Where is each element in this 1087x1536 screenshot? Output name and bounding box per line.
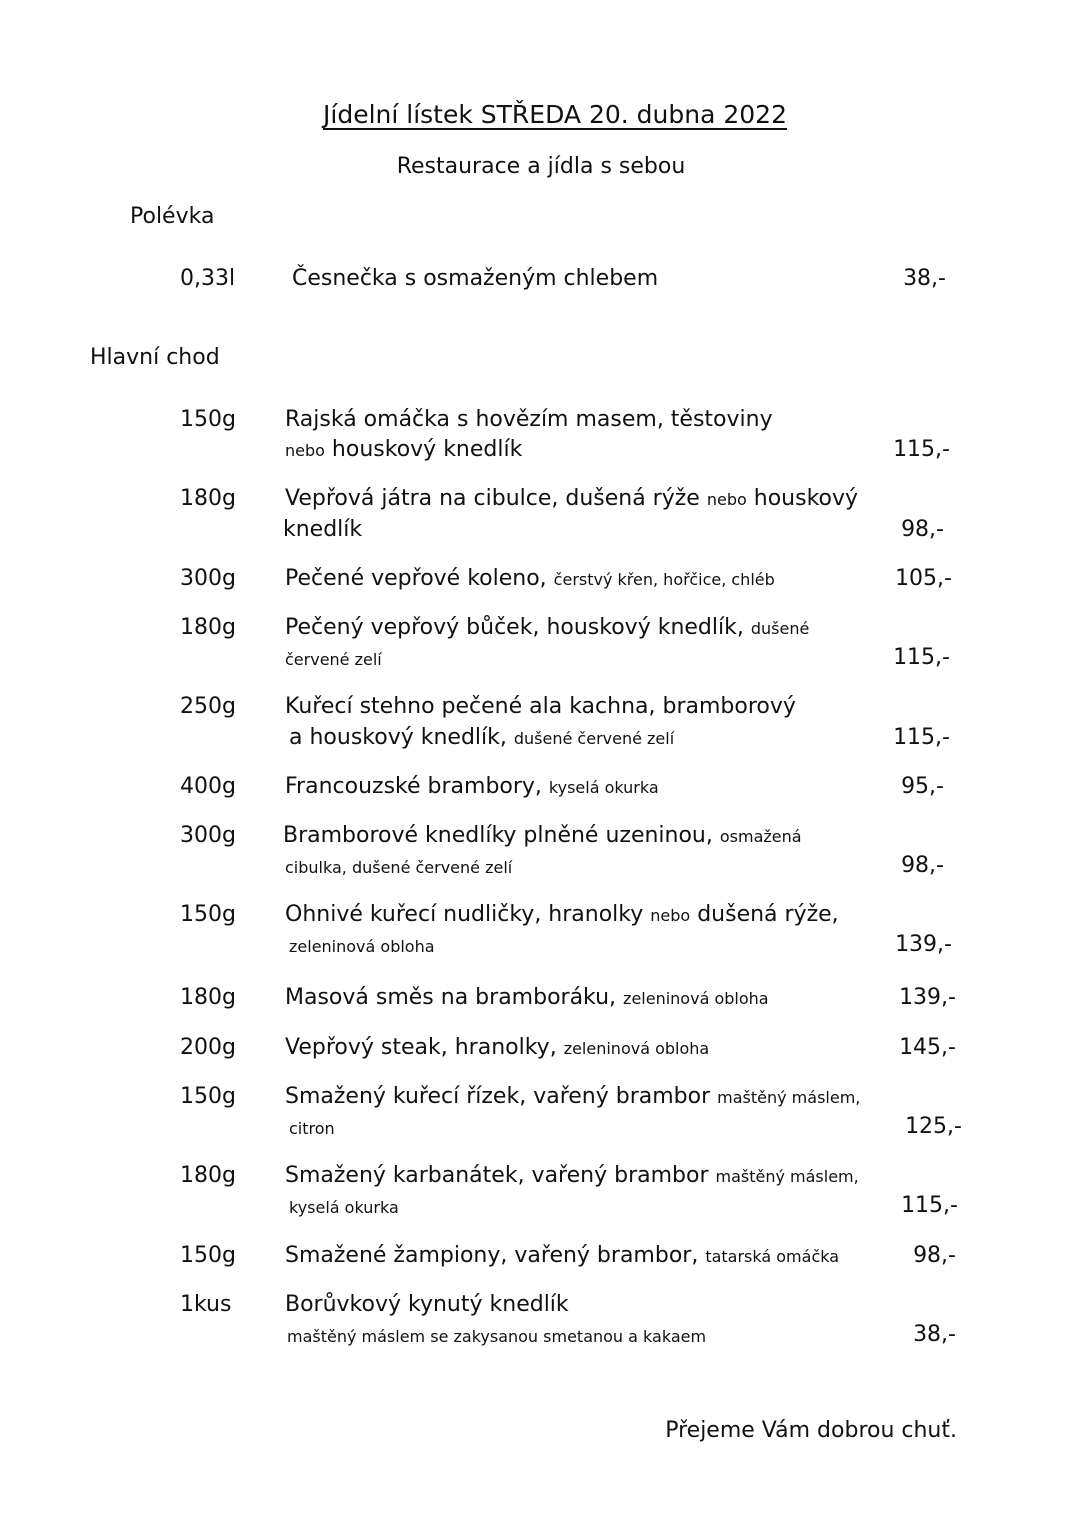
soup-qty: 0,33l	[180, 266, 236, 291]
item-price: 38,-	[913, 1322, 956, 1347]
item-price: 95,-	[901, 774, 944, 799]
item-text: Smažený kuřecí řízek, vařený brambor	[285, 1084, 718, 1109]
item-price: 115,-	[901, 1193, 958, 1218]
item-line-1	[285, 566, 775, 591]
item-qty: 300g	[180, 823, 236, 848]
soup-name: Česnečka s osmaženým chlebem	[292, 266, 659, 291]
item-text: Ohnivé kuřecí nudličky, hranolky	[285, 902, 651, 927]
item-line-1: Rajská omáčka s hovězím masem, těstoviny	[285, 407, 773, 432]
item-line-1	[283, 823, 802, 848]
footer-greeting: Přejeme Vám dobrou chuť.	[665, 1418, 957, 1443]
item-text: Bramborové knedlíky plněné uzeninou,	[283, 823, 720, 848]
item-line-1	[285, 985, 769, 1010]
item-price: 105,-	[895, 566, 952, 591]
item-note: nebo	[650, 906, 691, 925]
item-line-1	[285, 486, 858, 511]
item-line-1	[285, 902, 839, 927]
item-qty: 150g	[180, 1243, 236, 1268]
item-line-2	[285, 437, 522, 462]
item-text: Vepřový steak, hranolky,	[285, 1035, 564, 1060]
item-qty: 250g	[180, 694, 236, 719]
item-note: čerstvý křen, hořčice, chléb	[553, 570, 775, 589]
item-text: a houskový knedlík,	[289, 725, 514, 750]
item-line-1	[285, 1163, 859, 1188]
item-text: Pečené vepřové koleno,	[285, 566, 554, 591]
item-price: 98,-	[901, 517, 944, 542]
soup-price: 38,-	[903, 266, 946, 291]
item-line-2: citron	[289, 1119, 335, 1138]
item-price: 125,-	[905, 1114, 962, 1139]
item-text: houskový	[746, 486, 859, 511]
item-note: dušené	[750, 619, 810, 638]
item-note: kyselá okurka	[548, 778, 659, 797]
item-note: zeleninová obloha	[563, 1039, 710, 1058]
item-line-2: cibulka, dušené červené zelí	[285, 858, 513, 877]
item-price: 115,-	[893, 645, 950, 670]
item-note: maštěný máslem,	[715, 1167, 859, 1186]
item-line-1	[285, 1243, 839, 1268]
item-line-1	[285, 774, 659, 799]
item-price: 139,-	[899, 985, 956, 1010]
menu-title: Jídelní lístek STŘEDA 20. dubna 2022	[323, 100, 787, 129]
item-line-2: kyselá okurka	[289, 1198, 399, 1217]
item-text: dušená rýže,	[690, 902, 839, 927]
item-line-2: červené zelí	[285, 650, 382, 669]
item-text: Smažené žampiony, vařený brambor,	[285, 1243, 706, 1268]
item-line-1: Kuřecí stehno pečené ala kachna, bramborový	[285, 694, 796, 719]
item-qty: 150g	[180, 1084, 236, 1109]
item-text: Masová směs na bramboráku,	[285, 985, 624, 1010]
item-price: 115,-	[893, 725, 950, 750]
item-note: dušené červené zelí	[513, 729, 675, 748]
item-text: houskový knedlík	[324, 437, 523, 462]
item-line-2: knedlík	[283, 517, 363, 542]
item-note: tatarská omáčka	[705, 1247, 840, 1266]
item-text: Smažený karbanátek, vařený brambor	[285, 1163, 716, 1188]
item-note: zeleninová obloha	[623, 989, 769, 1008]
item-line-2: maštěný máslem se zakysanou smetanou a kakaem	[287, 1327, 707, 1346]
item-qty: 180g	[180, 615, 236, 640]
item-qty: 150g	[180, 407, 236, 432]
item-price: 145,-	[899, 1035, 956, 1060]
item-line-1	[285, 615, 809, 640]
item-price: 98,-	[901, 853, 944, 878]
item-qty: 200g	[180, 1035, 236, 1060]
menu-subtitle: Restaurace a jídla s sebou	[396, 154, 686, 179]
item-note: maštěný máslem,	[717, 1088, 861, 1107]
main-section-heading: Hlavní chod	[90, 345, 220, 370]
item-price: 139,-	[895, 932, 952, 957]
soup-section-heading: Polévka	[130, 204, 215, 229]
item-line-2	[289, 725, 674, 750]
item-note: nebo	[285, 441, 325, 460]
item-qty: 400g	[180, 774, 236, 799]
item-text: Pečený vepřový bůček, houskový knedlík,	[285, 615, 751, 640]
item-qty: 180g	[180, 985, 236, 1010]
item-line-1	[285, 1035, 709, 1060]
item-qty: 180g	[180, 1163, 236, 1188]
item-text: Francouzské brambory,	[285, 774, 549, 799]
item-line-1	[285, 1084, 860, 1109]
item-line-2: zeleninová obloha	[289, 937, 435, 956]
item-note: nebo	[706, 490, 747, 509]
item-price: 98,-	[913, 1243, 956, 1268]
item-qty: 300g	[180, 566, 236, 591]
item-price: 115,-	[893, 437, 950, 462]
item-qty: 1kus	[180, 1292, 232, 1317]
item-note: osmažená	[719, 827, 802, 846]
item-qty: 180g	[180, 486, 236, 511]
item-line-1: Borůvkový kynutý knedlík	[285, 1292, 569, 1317]
item-qty: 150g	[180, 902, 236, 927]
item-text: Vepřová játra na cibulce, dušená rýže	[285, 486, 707, 511]
